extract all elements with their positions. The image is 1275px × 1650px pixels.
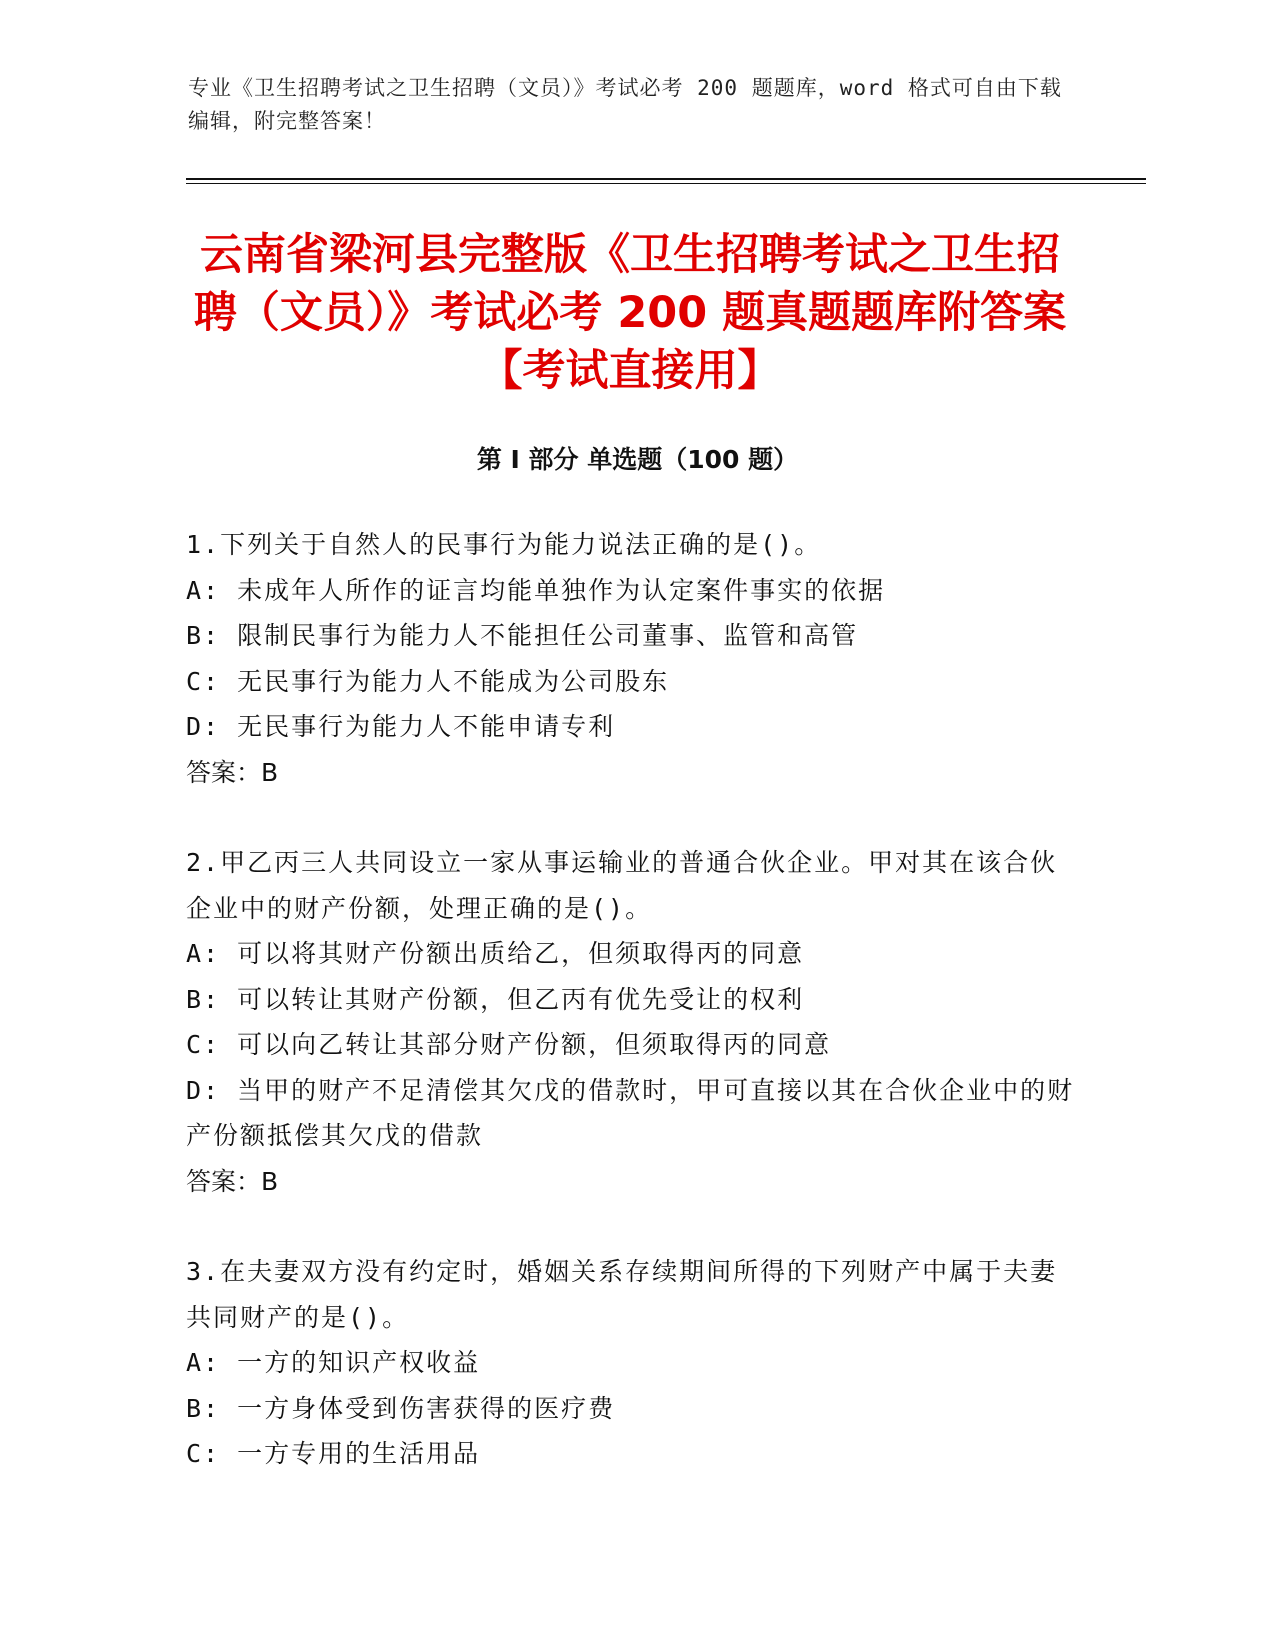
option-b: B: 限制民事行为能力人不能担任公司董事、监管和高管 <box>186 621 859 650</box>
header-divider-thin <box>186 183 1146 184</box>
question-stem: 1.下列关于自然人的民事行为能力说法正确的是()。 <box>186 530 822 559</box>
option-d: D: 无民事行为能力人不能申请专利 <box>186 712 616 741</box>
question-2 <box>186 840 1076 1204</box>
header-note: 专业《卫生招聘考试之卫生招聘（文员）》考试必考 200 题题库，word 格式可自由下载编辑，附完整答案！ <box>188 76 1062 133</box>
option-c: C: 一方专用的生活用品 <box>186 1439 481 1468</box>
question-stem: 3.在夫妻双方没有约定时，婚姻关系存续期间所得的下列财产中属于夫妻共同财产的是()。 <box>186 1257 1058 1332</box>
option-b: B: 可以转让其财产份额，但乙丙有优先受让的权利 <box>186 984 805 1014</box>
question-3 <box>186 1249 1076 1477</box>
answer: 答案：B <box>186 757 279 787</box>
question-1 <box>186 522 1076 795</box>
option-d: D: 当甲的财产不足清偿其欠戊的借款时，甲可直接以其在合伙企业中的财产份额抵偿其欠戊的借款 <box>186 1075 1075 1150</box>
document-title: 云南省梁河县完整版《卫生招聘考试之卫生招聘（文员）》考试必考 200 题真题题库附答案【考试直接用】 <box>193 230 1067 396</box>
option-b: B: 一方身体受到伤害获得的医疗费 <box>186 1393 616 1423</box>
option-a: A: 一方的知识产权收益 <box>186 1348 481 1377</box>
option-c: C: 可以向乙转让其部分财产份额，但须取得丙的同意 <box>186 1030 832 1059</box>
option-c: C: 无民事行为能力人不能成为公司股东 <box>186 666 670 696</box>
answer: 答案：B <box>186 1166 279 1196</box>
option-a: A: 未成年人所作的证言均能单独作为认定案件事实的依据 <box>186 575 886 605</box>
option-a: A: 可以将其财产份额出质给乙，但须取得丙的同意 <box>186 939 805 968</box>
header-divider-thick <box>186 178 1146 180</box>
question-stem: 2.甲乙丙三人共同设立一家从事运输业的普通合伙企业。甲对其在该合伙企业中的财产份额，处理正确的是()。 <box>186 848 1058 923</box>
section-title: 第 I 部分 单选题（100 题） <box>476 445 799 474</box>
